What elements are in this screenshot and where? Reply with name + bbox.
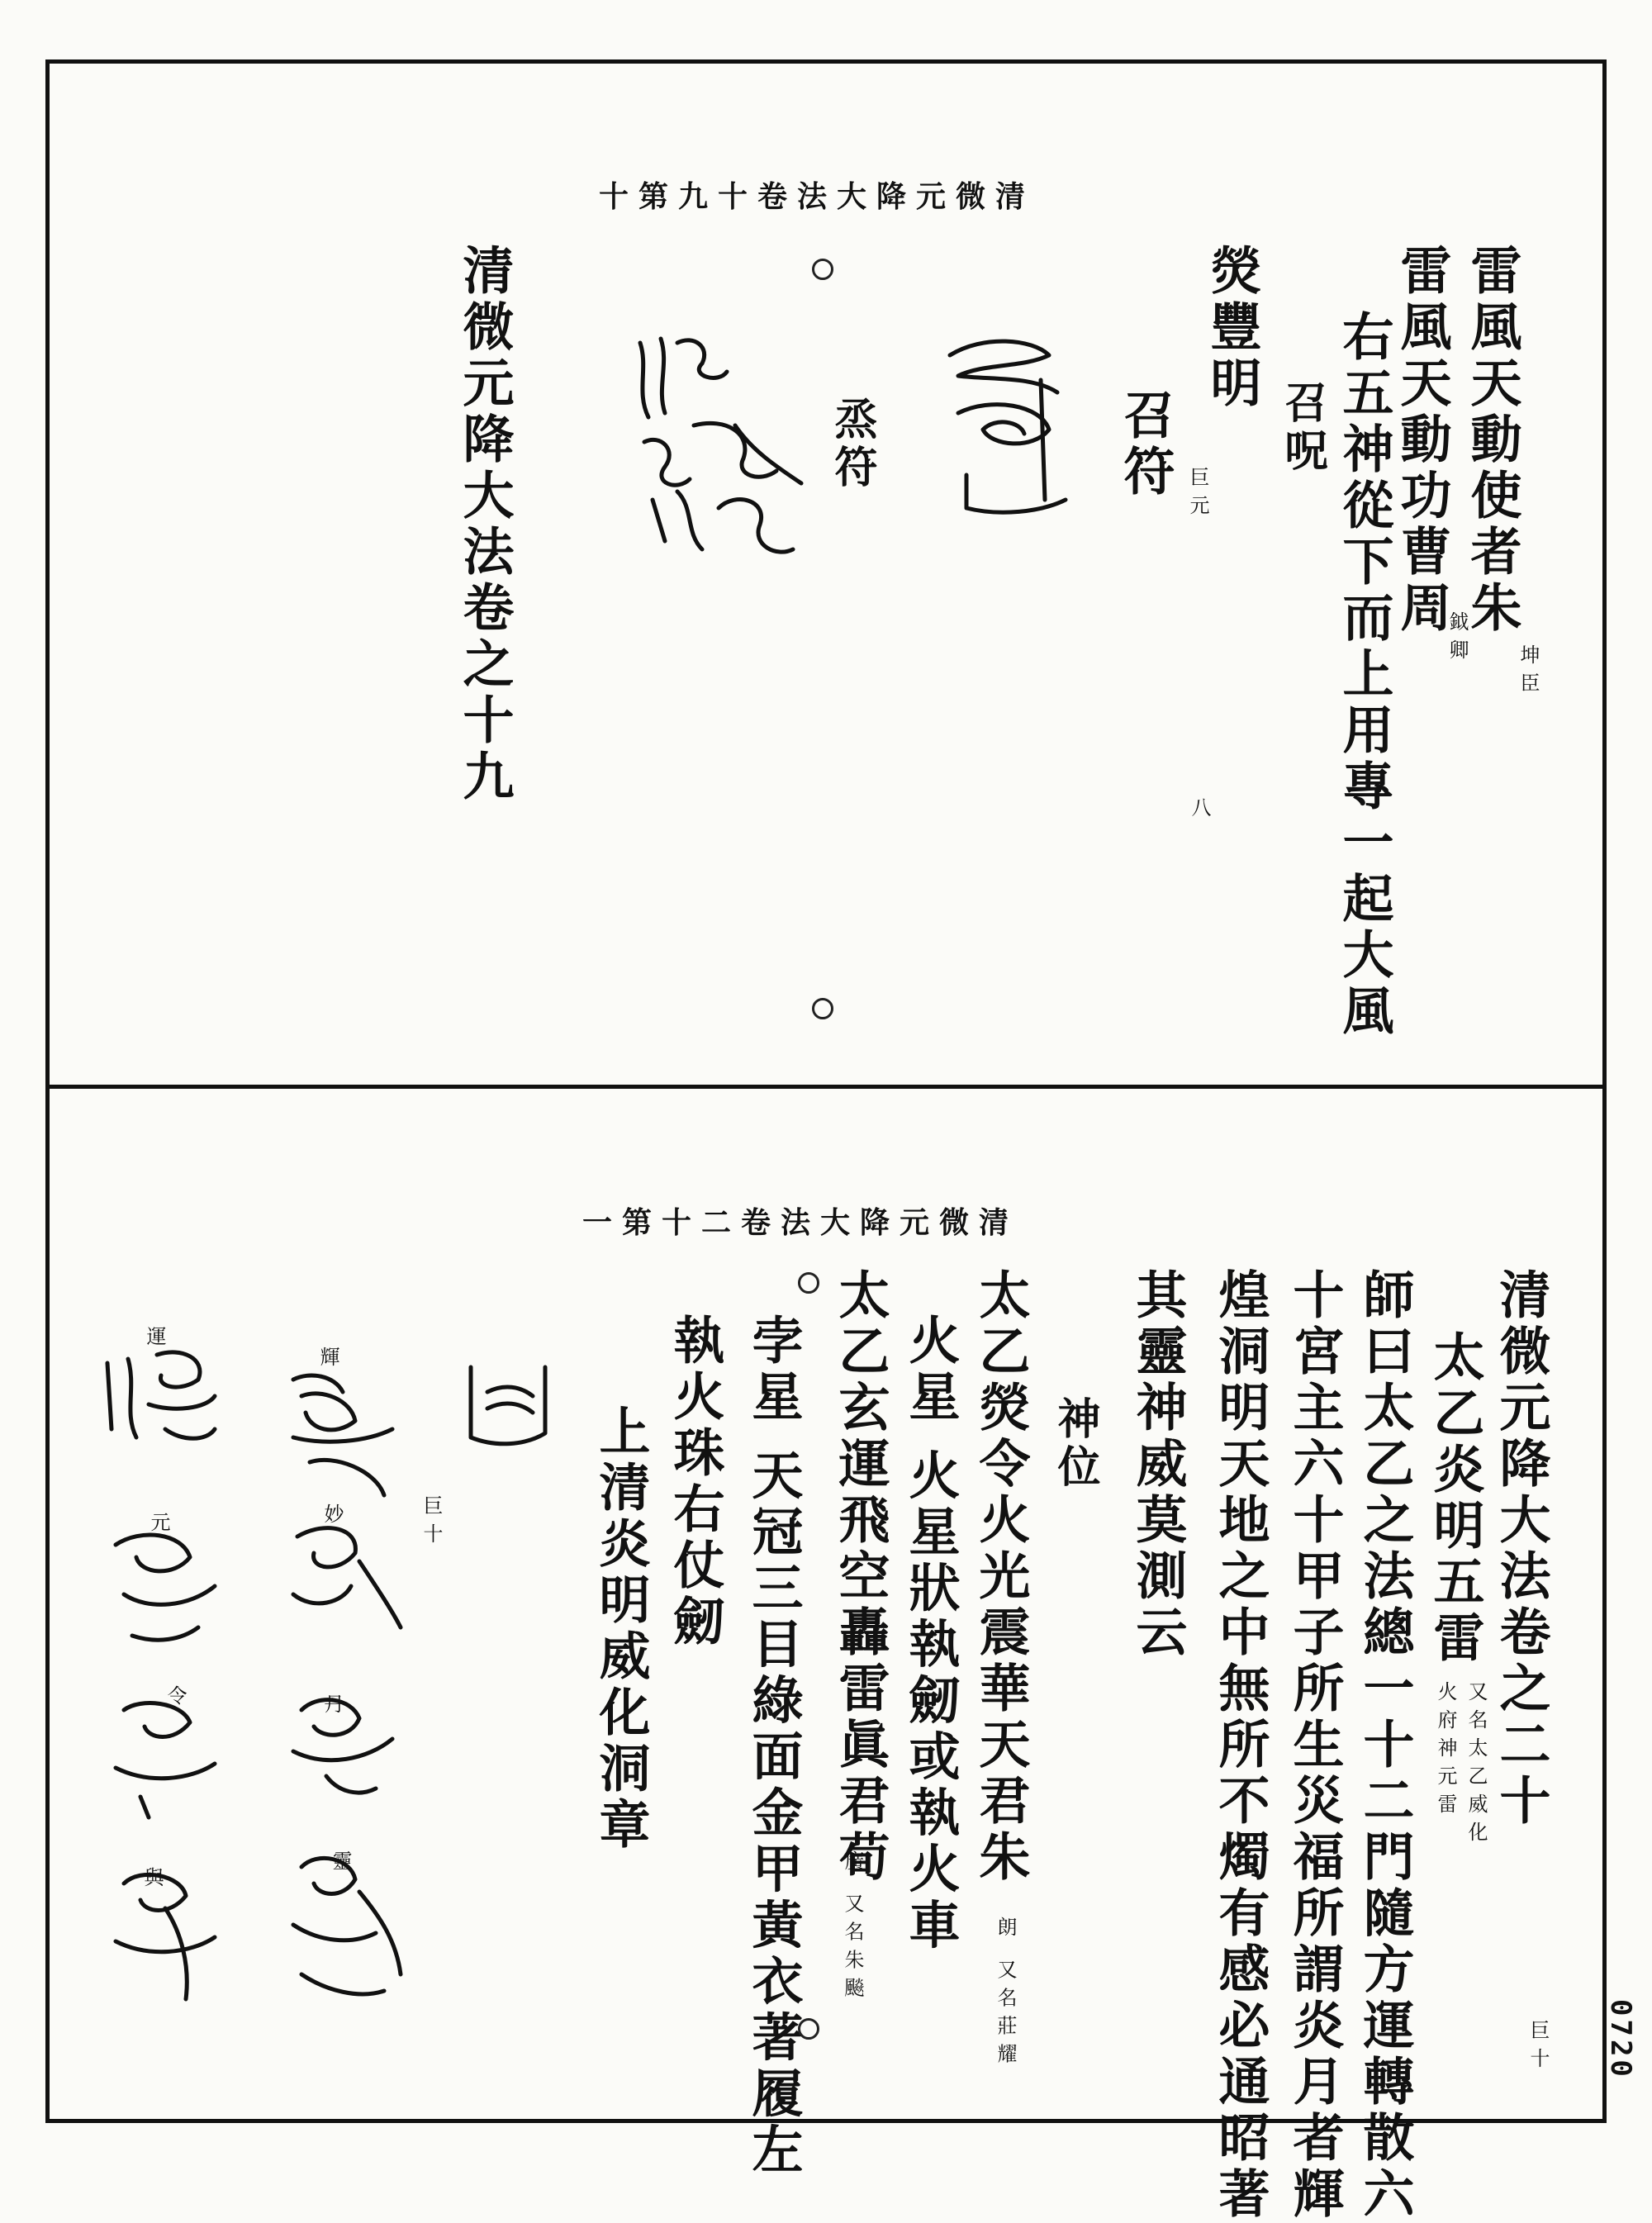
- label-yu: 與: [140, 1867, 164, 1895]
- bottom-col-10-note: 廣 又名朱飈: [841, 1850, 864, 2006]
- top-col-2: 雷風天動功曹周: [1392, 244, 1452, 637]
- binding-hole: [798, 1272, 819, 1294]
- talisman-seal-2: [628, 326, 809, 582]
- bottom-col-12: 執火珠右仗劒: [665, 1313, 725, 1651]
- bottom-col-4: 十宮主六十甲子所生災福所謂炎月者輝: [1284, 1268, 1345, 2223]
- bottom-col-13: 上清炎明威化洞章: [591, 1404, 651, 1854]
- top-col-8: 清微元降大法卷之十九: [454, 244, 515, 805]
- bottom-col-10: 太乙玄運飛空轟雷眞君荀: [830, 1268, 890, 1886]
- bottom-col-11: 孛星 天冠三目綠面金甲黃衣著履左: [743, 1313, 804, 2179]
- talisman-seal-1: [933, 330, 1074, 529]
- bottom-col-2: 太乙炎明五雷: [1425, 1330, 1485, 1667]
- label-ling2: 令: [164, 1685, 187, 1713]
- binding-hole: [812, 998, 833, 1019]
- binding-hole: [812, 259, 833, 280]
- bottom-corner-mark: 巨十: [1526, 2020, 1550, 2076]
- top-col-1-note: 坤臣: [1517, 644, 1540, 701]
- bottom-col-2-note-a: 又名太乙威化: [1464, 1681, 1488, 1850]
- top-col-2-note: 鉞卿: [1446, 611, 1469, 667]
- bottom-col-1: 清微元降大法卷之二十: [1491, 1268, 1551, 1830]
- panel-divider: [45, 1085, 1607, 1089]
- bottom-col-8: 太乙熒令火光震華天君朱: [971, 1268, 1031, 1886]
- label-hui: 輝: [316, 1347, 339, 1375]
- top-col-5: 熒豐明: [1202, 244, 1262, 412]
- bottom-col-2-note-b: 火府神元雷: [1434, 1681, 1457, 1822]
- label-yun: 運: [143, 1326, 166, 1354]
- top-col-6-note: 巨元: [1186, 467, 1209, 523]
- top-col-4: 召呪: [1277, 380, 1327, 476]
- bottom-col-3: 師曰太乙之法總一十二門隨方運轉散六: [1355, 1268, 1415, 2223]
- top-col-6: 召符: [1115, 388, 1175, 501]
- talisman-column-left: [91, 1338, 231, 2024]
- label-dan: 丹: [320, 1693, 344, 1722]
- top-col-3: 右五神從下而上用專一起大風: [1334, 310, 1394, 1040]
- talisman-box: [463, 1355, 553, 1454]
- label-yuan: 元: [147, 1512, 170, 1540]
- label-miao: 妙: [320, 1503, 344, 1532]
- label-ling: 靈: [329, 1850, 352, 1879]
- top-col-1: 雷風天動使者朱: [1462, 244, 1522, 637]
- bottom-col-5: 煌洞明天地之中無所不燭有感必通昭著: [1210, 1268, 1270, 2223]
- page-number: 0720: [1604, 1999, 1637, 2080]
- binding-hole: [798, 2018, 819, 2040]
- top-col-7: 烝符: [827, 397, 877, 492]
- bottom-page-header: 清微元降大法卷二十第一: [582, 1205, 1019, 1240]
- bottom-col-8-note: 朗 又名莊耀: [994, 1917, 1017, 2072]
- bottom-col-7: 神位: [1050, 1396, 1100, 1492]
- top-page-header: 清微元降大法卷十九第十: [599, 179, 1036, 214]
- bottom-col-9: 火星 火星狀執劒或執火車: [900, 1313, 961, 1955]
- bottom-col-6: 其靈神威莫測云: [1127, 1268, 1188, 1661]
- top-small-mark: 八: [1188, 797, 1211, 825]
- talisman-column-middle: [277, 1363, 409, 2049]
- bottom-talisman-mark: 巨十: [420, 1495, 443, 1551]
